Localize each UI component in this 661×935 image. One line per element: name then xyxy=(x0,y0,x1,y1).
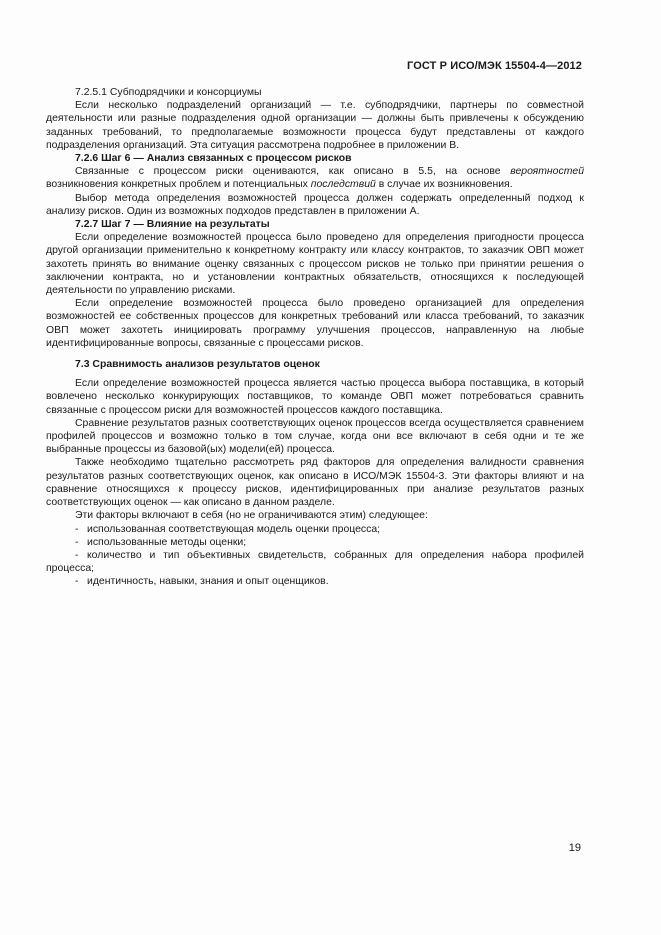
list-item xyxy=(46,523,584,536)
list-item xyxy=(46,575,584,588)
list-marker: - xyxy=(75,549,79,561)
section-7-3-title: 7.3 Сравнимость анализов результатов оценок xyxy=(75,359,320,371)
section-7-2-6-title xyxy=(46,152,584,165)
list-marker: - xyxy=(75,536,79,548)
paragraph: Если несколько подразделений организаций — т.е. субподрядчики, партнеры по совместной деятельности или разные подразделения одной организации — должны быть привлечены к обсуждению заданных требований, то предполагаемые возможности процесса будут представлены от каждого подразделения организаций. Эта ситуация рассмотрена подробнее в приложении В. xyxy=(46,100,584,151)
emphasis-text: вероятностей xyxy=(510,166,584,178)
text-run: Связанные с процессом риски оцениваются, как описано в 5.5, на основе xyxy=(75,166,511,178)
list-item-text: идентичность, навыки, знания и опыт оценщиков. xyxy=(87,576,329,588)
list-item-text: использованные методы оценки; xyxy=(87,536,247,548)
list-item-text: количество и тип объективных свидетельств, собранных для определения набора профилей процесса; xyxy=(46,549,584,575)
text-run: в случае их возникновения. xyxy=(375,179,513,191)
paragraph xyxy=(46,165,584,191)
list-item xyxy=(46,549,584,575)
section-7-2-7-title xyxy=(46,218,584,231)
text-run: возникновения конкретных проблем и потенциальных xyxy=(46,179,311,191)
paragraph: Если определение возможностей процесса было проведено организацией для определения возможностей ее собственных процессов для конкретных требований или класса требований, то заказчик ОВП может захотеть инициировать программу улучшения процессов, направленную на любые идентифицированные вопросы, связанные с процессами рисков. xyxy=(46,298,584,349)
list-item xyxy=(46,536,584,549)
section-heading: 7.2.7 Шаг 7 — Влияние на результаты xyxy=(75,219,270,231)
section-heading: 7.2.6 Шаг 6 — Анализ связанных с процессом рисков xyxy=(75,153,352,165)
page-number: 19 xyxy=(568,842,581,854)
list-marker: - xyxy=(75,576,79,588)
emphasis-text: последствий xyxy=(310,179,376,191)
paragraph: Выбор метода определения возможностей процесса должен содержать определенный подход к анализу рисков. Один из возможных подходов представлен в приложении А. xyxy=(46,192,584,217)
section-7-2-5-1-title: 7.2.5.1 Субподрядчики и консорциумы xyxy=(75,87,262,98)
paragraph: Если определение возможностей процесса было проведено для определения пригодности процесса другой организации применительно к конкретному контракту или классу контрактов, то заказчик ОВП может захотеть принять во внимание оценку связанных с процессом рисков не только при принятии решения о заключении контракта, но и установлении контрактных обязательств, относящихся к последующей деятельности по управлению рисками. xyxy=(46,232,584,297)
paragraph: Также необходимо тщательно рассмотреть ряд факторов для определения валидности сравнения результатов разных соответствующих оценок, как описано в ИСО/МЭК 15504-3. Эти факторы влияют и на сравнение относящихся к процессу рисков, идентифицированных при анализе результатов разных соответствующих оценок — как описано в данном разделе. xyxy=(46,457,584,509)
list-marker: - xyxy=(75,523,79,535)
paragraph: Сравнение результатов разных соответствующих оценок процессов всегда осуществляется сравнением профилей процессов и возможно только в том случае, когда они все включают в себя одни и те же выбранные процессы из базовой(ых) модели(ей) процесса. xyxy=(46,417,584,456)
paragraph: Если определение возможностей процесса является частью процесса выбора поставщика, в который вовлечено несколько конкурирующих поставщиков, то команде ОВП может потребоваться сравнить связанные с процессом риски для возможностей процессов каждого поставщика. xyxy=(46,378,584,416)
list-item-text: использованная соответствующая модель оценки процесса; xyxy=(87,523,381,535)
paragraph: Эти факторы включают в себя (но не ограничиваются этим) следующее: xyxy=(75,510,428,522)
page-content xyxy=(46,86,584,589)
standard-header: ГОСТ Р ИСО/МЭК 15504-4—2012 xyxy=(407,60,582,72)
